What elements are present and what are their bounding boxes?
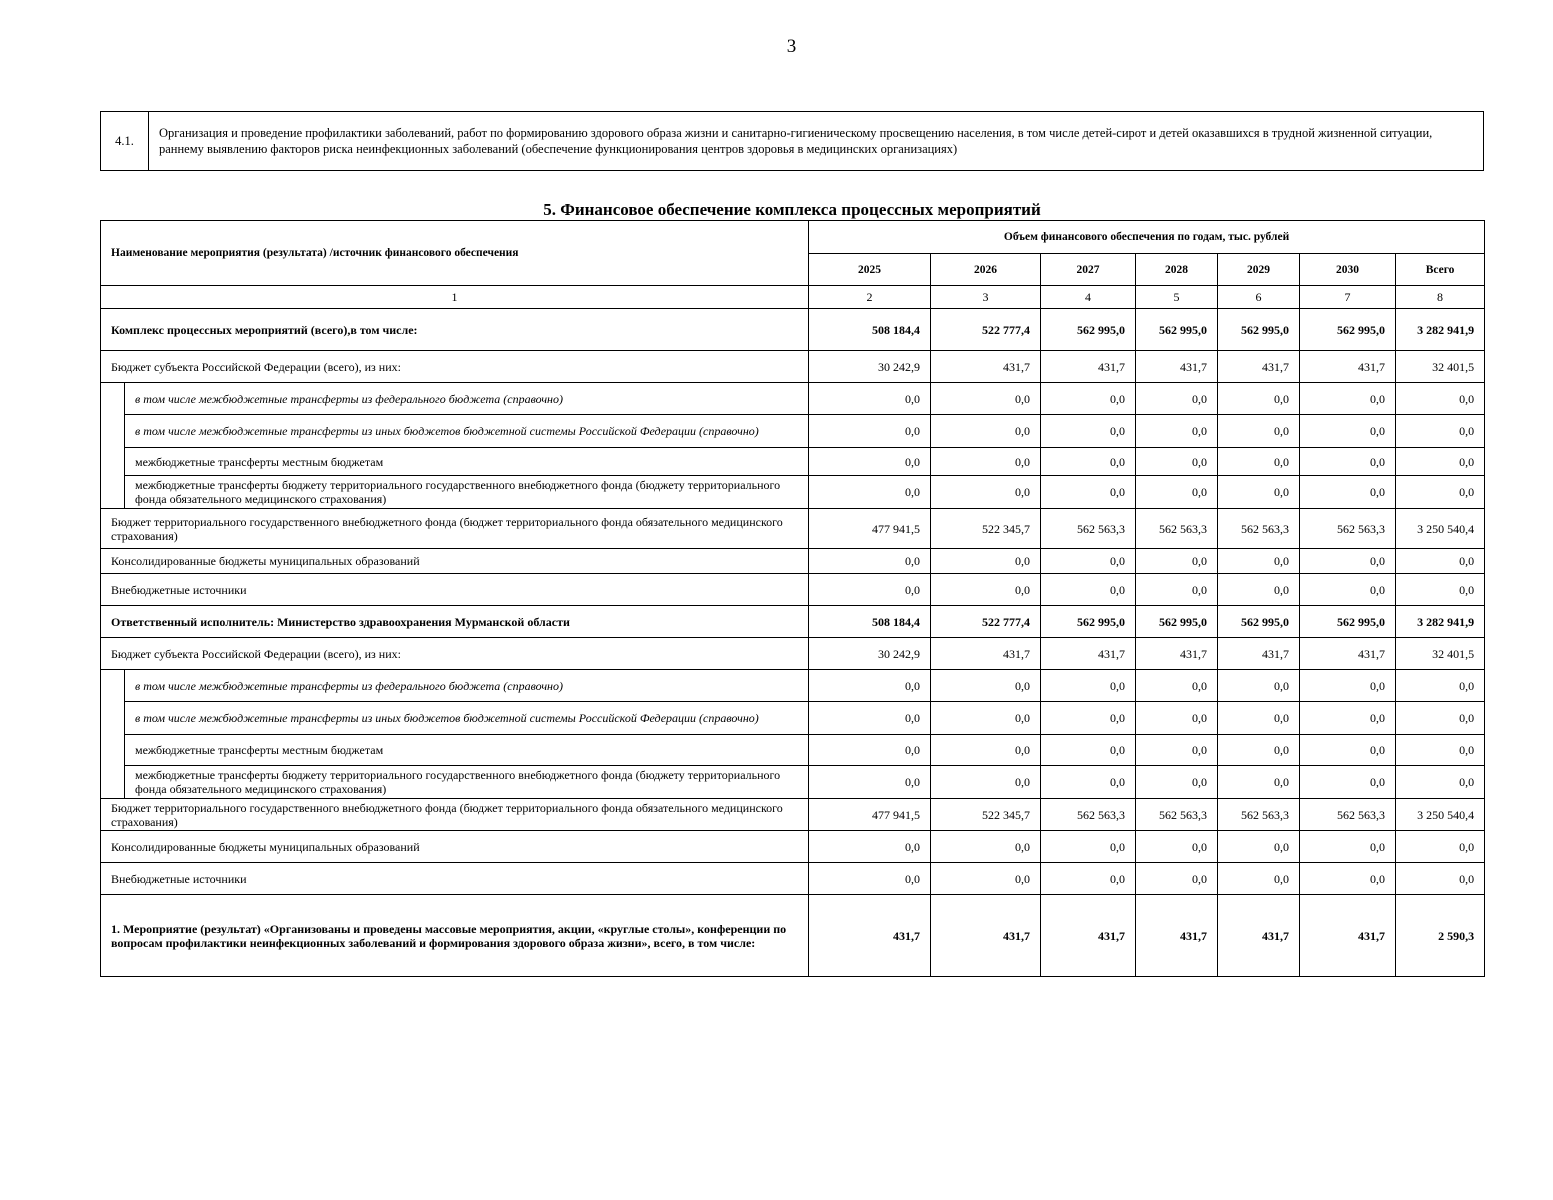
row-label: Консолидированные бюджеты муниципальных образований xyxy=(101,549,809,574)
value-cell: 0,0 xyxy=(1041,415,1136,448)
value-cell: 431,7 xyxy=(1300,895,1396,977)
table-row xyxy=(101,383,1485,415)
value-cell: 508 184,4 xyxy=(809,606,931,638)
value-cell: 562 995,0 xyxy=(1218,606,1300,638)
value-cell: 0,0 xyxy=(1136,831,1218,863)
row-label: в том числе межбюджетные трансферты из федерального бюджета (справочно) xyxy=(125,383,809,415)
value-cell: 0,0 xyxy=(1136,863,1218,895)
value-cell: 0,0 xyxy=(1218,574,1300,606)
table-row xyxy=(101,549,1485,574)
item-4-1-table xyxy=(100,111,1484,171)
value-cell: 0,0 xyxy=(931,383,1041,415)
value-cell: 562 563,3 xyxy=(1041,509,1136,549)
row-label: Бюджет территориального государственного внебюджетного фонда (бюджет территориального фонда обязательного медицинского страхования) xyxy=(101,799,809,831)
row-label: Внебюджетные источники xyxy=(101,863,809,895)
value-cell: 0,0 xyxy=(1300,670,1396,702)
value-cell: 0,0 xyxy=(1218,831,1300,863)
value-cell: 0,0 xyxy=(931,831,1041,863)
value-cell: 0,0 xyxy=(931,766,1041,799)
year-header: 2026 xyxy=(931,254,1041,286)
total-cell: 3 282 941,9 xyxy=(1396,309,1485,351)
value-cell: 0,0 xyxy=(931,735,1041,766)
value-cell: 562 563,3 xyxy=(1218,509,1300,549)
value-cell: 0,0 xyxy=(1041,383,1136,415)
total-cell: 0,0 xyxy=(1396,766,1485,799)
value-cell: 0,0 xyxy=(809,831,931,863)
value-cell: 0,0 xyxy=(1218,383,1300,415)
total-cell: 3 250 540,4 xyxy=(1396,509,1485,549)
table-row xyxy=(101,702,1485,735)
total-cell: 0,0 xyxy=(1396,574,1485,606)
value-cell: 0,0 xyxy=(931,549,1041,574)
value-cell: 0,0 xyxy=(1041,863,1136,895)
value-cell: 0,0 xyxy=(1300,831,1396,863)
table-row xyxy=(101,799,1485,831)
value-cell: 0,0 xyxy=(1218,766,1300,799)
value-cell: 431,7 xyxy=(1300,351,1396,383)
value-cell: 562 563,3 xyxy=(1218,799,1300,831)
column-number-row xyxy=(101,286,1485,309)
value-cell: 431,7 xyxy=(931,895,1041,977)
total-cell: 0,0 xyxy=(1396,415,1485,448)
value-cell: 0,0 xyxy=(1136,383,1218,415)
indent-cell xyxy=(101,670,125,702)
row-label: в том числе межбюджетные трансферты из иных бюджетов бюджетной системы Российской Федерации (справочно) xyxy=(125,702,809,735)
column-number: 8 xyxy=(1396,286,1485,309)
column-number: 4 xyxy=(1041,286,1136,309)
value-cell: 0,0 xyxy=(1218,702,1300,735)
indent-cell xyxy=(101,735,125,766)
item-4-1-text: Организация и проведение профилактики заболеваний, работ по формированию здорового образа жизни и санитарно-гигиеническому просвещению населения, в том числе детей-сирот и детей оказавшихся в трудной жизненной ситуации, раннему выявлению факторов риска неинфекционных заболеваний (обеспечение функционирования центров здоровья в медицинских организациях) xyxy=(149,112,1484,171)
indent-cell xyxy=(101,383,125,415)
value-cell: 0,0 xyxy=(1218,670,1300,702)
value-cell: 562 563,3 xyxy=(1041,799,1136,831)
table-row xyxy=(101,766,1485,799)
row-label: Комплекс процессных мероприятий (всего),в том числе: xyxy=(101,309,809,351)
row-label: 1. Мероприятие (результат) «Организованы и проведены массовые мероприятия, акции, «круглые столы», конференции по вопросам профилактики неинфекционных заболеваний и формирования здорового образа жизни», всего, в том числе: xyxy=(101,895,809,977)
value-cell: 0,0 xyxy=(1041,702,1136,735)
value-cell: 0,0 xyxy=(1218,476,1300,509)
value-cell: 0,0 xyxy=(1136,702,1218,735)
value-cell: 0,0 xyxy=(1136,549,1218,574)
column-number: 1 xyxy=(101,286,809,309)
value-cell: 431,7 xyxy=(1041,638,1136,670)
value-cell: 0,0 xyxy=(1218,448,1300,476)
total-cell: 32 401,5 xyxy=(1396,351,1485,383)
value-cell: 477 941,5 xyxy=(809,799,931,831)
value-cell: 0,0 xyxy=(1300,415,1396,448)
value-cell: 522 777,4 xyxy=(931,309,1041,351)
total-cell: 0,0 xyxy=(1396,383,1485,415)
value-cell: 562 563,3 xyxy=(1300,509,1396,549)
total-cell: 3 282 941,9 xyxy=(1396,606,1485,638)
column-number: 5 xyxy=(1136,286,1218,309)
value-cell: 431,7 xyxy=(1218,895,1300,977)
table-row xyxy=(101,606,1485,638)
row-label: Бюджет территориального государственного внебюджетного фонда (бюджет территориального фонда обязательного медицинского страхования) xyxy=(101,509,809,549)
value-cell: 0,0 xyxy=(809,735,931,766)
page-number: 3 xyxy=(786,36,797,57)
value-cell: 0,0 xyxy=(1300,735,1396,766)
value-cell: 0,0 xyxy=(1218,549,1300,574)
value-cell: 562 995,0 xyxy=(1300,309,1396,351)
column-number: 6 xyxy=(1218,286,1300,309)
value-cell: 562 563,3 xyxy=(1300,799,1396,831)
value-cell: 562 995,0 xyxy=(1041,606,1136,638)
table-row xyxy=(101,670,1485,702)
value-cell: 562 563,3 xyxy=(1136,509,1218,549)
value-cell: 477 941,5 xyxy=(809,509,931,549)
total-cell: 0,0 xyxy=(1396,549,1485,574)
value-cell: 0,0 xyxy=(809,415,931,448)
value-cell: 30 242,9 xyxy=(809,351,931,383)
value-cell: 562 995,0 xyxy=(1300,606,1396,638)
value-cell: 0,0 xyxy=(1218,415,1300,448)
value-cell: 431,7 xyxy=(1041,351,1136,383)
total-cell: 0,0 xyxy=(1396,831,1485,863)
total-cell: 32 401,5 xyxy=(1396,638,1485,670)
row-label: Консолидированные бюджеты муниципальных образований xyxy=(101,831,809,863)
value-cell: 431,7 xyxy=(1218,638,1300,670)
value-cell: 0,0 xyxy=(1136,735,1218,766)
value-cell: 0,0 xyxy=(1300,766,1396,799)
value-cell: 0,0 xyxy=(1041,574,1136,606)
total-cell: 0,0 xyxy=(1396,670,1485,702)
section-title: 5. Финансовое обеспечение комплекса процессных мероприятий xyxy=(543,200,1041,219)
value-cell: 0,0 xyxy=(1300,448,1396,476)
value-cell: 0,0 xyxy=(1300,702,1396,735)
total-header: Всего xyxy=(1396,254,1485,286)
value-cell: 0,0 xyxy=(809,448,931,476)
indent-cell xyxy=(101,448,125,476)
year-header: 2028 xyxy=(1136,254,1218,286)
header-name: Наименование мероприятия (результата) /источник финансового обеспечения xyxy=(101,221,809,286)
total-cell: 0,0 xyxy=(1396,448,1485,476)
table-row xyxy=(101,415,1485,448)
value-cell: 431,7 xyxy=(1300,638,1396,670)
value-cell: 431,7 xyxy=(1136,895,1218,977)
row-label: Бюджет субъекта Российской Федерации (всего), из них: xyxy=(101,638,809,670)
value-cell: 431,7 xyxy=(1136,638,1218,670)
table-row xyxy=(101,509,1485,549)
total-cell: 0,0 xyxy=(1396,476,1485,509)
table-row xyxy=(101,574,1485,606)
value-cell: 0,0 xyxy=(809,702,931,735)
table-row xyxy=(101,448,1485,476)
indent-cell xyxy=(101,476,125,509)
value-cell: 0,0 xyxy=(1300,574,1396,606)
value-cell: 0,0 xyxy=(1041,831,1136,863)
item-4-1-number: 4.1. xyxy=(101,112,149,171)
value-cell: 0,0 xyxy=(1300,476,1396,509)
value-cell: 0,0 xyxy=(809,574,931,606)
value-cell: 0,0 xyxy=(931,670,1041,702)
indent-cell xyxy=(101,415,125,448)
value-cell: 0,0 xyxy=(1136,766,1218,799)
value-cell: 0,0 xyxy=(931,574,1041,606)
table-row xyxy=(101,863,1485,895)
column-number: 7 xyxy=(1300,286,1396,309)
value-cell: 562 563,3 xyxy=(1136,799,1218,831)
value-cell: 0,0 xyxy=(931,476,1041,509)
value-cell: 30 242,9 xyxy=(809,638,931,670)
row-label: Бюджет субъекта Российской Федерации (всего), из них: xyxy=(101,351,809,383)
financing-table xyxy=(100,220,1485,977)
value-cell: 0,0 xyxy=(1136,670,1218,702)
row-label: межбюджетные трансферты местным бюджетам xyxy=(125,448,809,476)
value-cell: 562 995,0 xyxy=(1218,309,1300,351)
table-row xyxy=(101,831,1485,863)
value-cell: 0,0 xyxy=(809,383,931,415)
value-cell: 0,0 xyxy=(931,448,1041,476)
table-row xyxy=(101,309,1485,351)
value-cell: 431,7 xyxy=(931,351,1041,383)
header-group: Объем финансового обеспечения по годам, тыс. рублей xyxy=(809,221,1485,254)
indent-cell xyxy=(101,702,125,735)
value-cell: 522 345,7 xyxy=(931,799,1041,831)
value-cell: 0,0 xyxy=(1041,476,1136,509)
value-cell: 431,7 xyxy=(1218,351,1300,383)
value-cell: 0,0 xyxy=(931,863,1041,895)
value-cell: 522 777,4 xyxy=(931,606,1041,638)
value-cell: 0,0 xyxy=(1041,766,1136,799)
indent-cell xyxy=(101,766,125,799)
value-cell: 562 995,0 xyxy=(1136,309,1218,351)
row-label: межбюджетные трансферты местным бюджетам xyxy=(125,735,809,766)
value-cell: 522 345,7 xyxy=(931,509,1041,549)
year-header: 2030 xyxy=(1300,254,1396,286)
value-cell: 0,0 xyxy=(809,766,931,799)
value-cell: 431,7 xyxy=(809,895,931,977)
total-cell: 3 250 540,4 xyxy=(1396,799,1485,831)
value-cell: 0,0 xyxy=(809,863,931,895)
value-cell: 0,0 xyxy=(1041,735,1136,766)
value-cell: 0,0 xyxy=(1041,448,1136,476)
table-row xyxy=(101,476,1485,509)
header-row-top xyxy=(101,221,1485,254)
table-row xyxy=(101,351,1485,383)
table-row xyxy=(101,638,1485,670)
value-cell: 562 995,0 xyxy=(1136,606,1218,638)
value-cell: 0,0 xyxy=(1136,415,1218,448)
value-cell: 0,0 xyxy=(1218,735,1300,766)
value-cell: 431,7 xyxy=(931,638,1041,670)
year-header: 2025 xyxy=(809,254,931,286)
value-cell: 431,7 xyxy=(1041,895,1136,977)
total-cell: 0,0 xyxy=(1396,863,1485,895)
value-cell: 0,0 xyxy=(1300,383,1396,415)
value-cell: 0,0 xyxy=(809,476,931,509)
table-row xyxy=(101,735,1485,766)
year-header: 2029 xyxy=(1218,254,1300,286)
row-label: в том числе межбюджетные трансферты из иных бюджетов бюджетной системы Российской Федерации (справочно) xyxy=(125,415,809,448)
value-cell: 431,7 xyxy=(1136,351,1218,383)
value-cell: 0,0 xyxy=(1041,670,1136,702)
column-number: 3 xyxy=(931,286,1041,309)
row-label: в том числе межбюджетные трансферты из федерального бюджета (справочно) xyxy=(125,670,809,702)
row-label: Внебюджетные источники xyxy=(101,574,809,606)
value-cell: 0,0 xyxy=(931,702,1041,735)
table-row xyxy=(101,895,1485,977)
value-cell: 0,0 xyxy=(809,549,931,574)
item-4-1-row xyxy=(101,112,1484,171)
value-cell: 0,0 xyxy=(1136,448,1218,476)
value-cell: 562 995,0 xyxy=(1041,309,1136,351)
value-cell: 0,0 xyxy=(1041,549,1136,574)
row-label: межбюджетные трансферты бюджету территориального государственного внебюджетного фонда (бюджету территориального фонда обязательного медицинского страхования) xyxy=(125,476,809,509)
total-cell: 2 590,3 xyxy=(1396,895,1485,977)
row-label: Ответственный исполнитель: Министерство здравоохранения Мурманской области xyxy=(101,606,809,638)
value-cell: 0,0 xyxy=(931,415,1041,448)
total-cell: 0,0 xyxy=(1396,702,1485,735)
year-header: 2027 xyxy=(1041,254,1136,286)
value-cell: 0,0 xyxy=(1300,863,1396,895)
value-cell: 0,0 xyxy=(1218,863,1300,895)
row-label: межбюджетные трансферты бюджету территориального государственного внебюджетного фонда (бюджету территориального фонда обязательного медицинского страхования) xyxy=(125,766,809,799)
value-cell: 0,0 xyxy=(1300,549,1396,574)
value-cell: 0,0 xyxy=(1136,574,1218,606)
total-cell: 0,0 xyxy=(1396,735,1485,766)
column-number: 2 xyxy=(809,286,931,309)
value-cell: 0,0 xyxy=(809,670,931,702)
value-cell: 0,0 xyxy=(1136,476,1218,509)
value-cell: 508 184,4 xyxy=(809,309,931,351)
